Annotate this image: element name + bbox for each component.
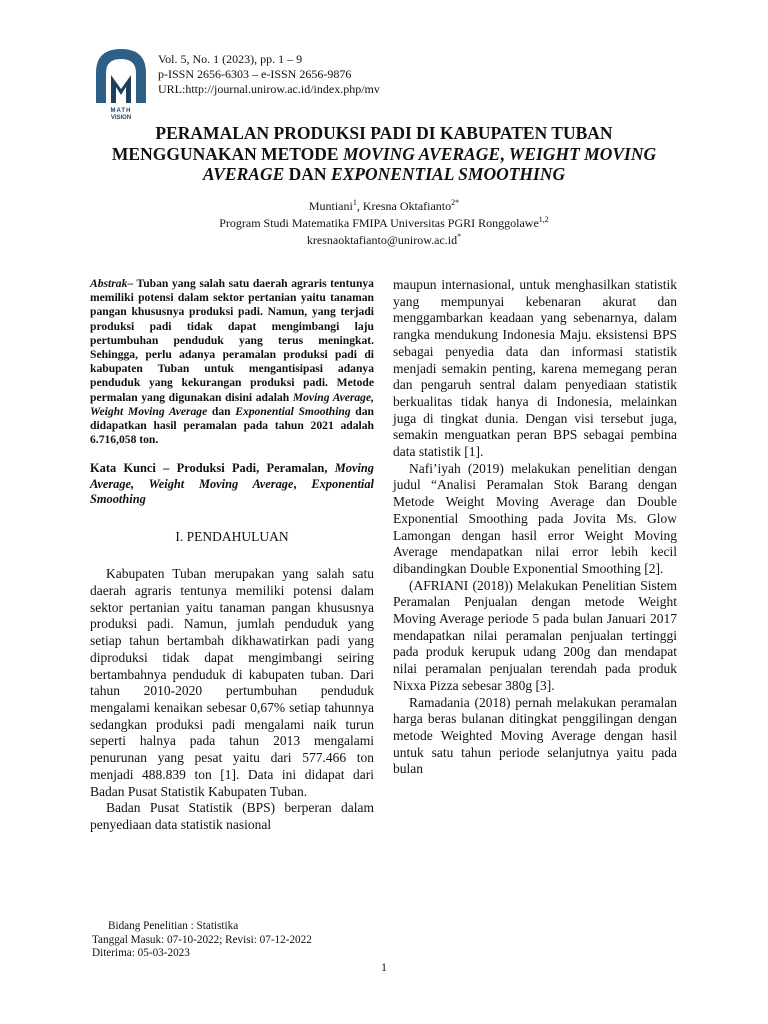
author-sep: , [356, 199, 363, 213]
svg-text:MATH: MATH [110, 108, 132, 114]
paragraph-2-continued: maupun internasional, untuk menghasilkan statistik yang mempunyai kebenaran akurat dan menggambarkan keadaan yang sebenarnya, dalam rangka mendukung Indonesia Maju. eksistensi BPS sebagai penyedia data dan informasi statistik menjadi semakin penting, karena memegang peran dan pengaruh sentral dalam penyediaan statistik berkualitas tidak hanya di Indonesia, melainkan juga di tingkat dunia. Dengan visi tersebut juga, semakin menguatkan peran BPS sebagai pembina data statistik [1]. [393, 277, 677, 460]
author-email [60, 230, 708, 247]
math-vision-logo-icon [92, 45, 150, 121]
section-heading: I. PENDAHULUAN [175, 528, 289, 544]
keywords [90, 461, 374, 507]
title-line-1: PERAMALAN PRODUKSI PADI DI KABUPATEN TUBAN [155, 123, 613, 143]
email-sup: * [457, 232, 462, 241]
abstract-text: Tuban yang salah satu daerah agraris tentunya memiliki potensi dalam sektor pertanian yaitu tanaman pangan khususnya produksi padi. Namun, yang terjadi produksi padi tidak dapat mengimbangi laju pertumbuhan penduduk yang terus meningkat. Sehingga, perlu adanya peramalan produksi padi di kabupaten Tuban untuk mengantisipasi adanya penduduk yang kekurangan produksi padi. Metode permalan yang digunakan disini adalah [90, 277, 374, 404]
title-text: , [500, 143, 509, 164]
title-italic: MOVING AVERAGE [342, 143, 501, 164]
author-affiliation [60, 213, 708, 230]
title-line-3 [60, 164, 708, 185]
research-field: Bidang Penelitian : Statistika [108, 920, 239, 932]
title-italic: WEIGHT MOVING [508, 143, 657, 164]
journal-issn: p-ISSN 2656-6303 – e-ISSN 2656-9876 [158, 67, 352, 81]
abstract-dash: – [127, 277, 137, 290]
journal-volume: Vol. 5, No. 1 (2023), pp. 1 – 9 [158, 52, 303, 66]
title-text: DAN [284, 164, 331, 184]
abstract-method: Moving Average, Weight Moving Average [90, 390, 375, 418]
abstract-text: dan [207, 404, 236, 418]
email-text[interactable]: kresnaoktafianto@unirow.ac.id [306, 233, 458, 247]
title-italic: AVERAGE [202, 164, 285, 184]
abstract-method: Exponential Smoothing [235, 404, 351, 418]
authors-block [60, 196, 708, 247]
paragraph-1: Kabupaten Tuban merupakan yang salah satu daerah agraris tentunya memiliki potensi dalam sektor pertanian yaitu tanaman pangan khususnya produksi padi. Namun, jumlah penduduk yang setiap tahun bertambah dikhawatirkan padi yang diproduksi tidak dapat mengimbangi seiring bertambahnya penduduk di kabupaten tuban. Dari tahun 2010-2020 pertumbuhan penduduk mengalami kenaikan sebesar 0,67% setiap tahunnya sedangkan produksi padi mengalami naik turun seperti halnya pada tahun 2013 mengalami penurunan yang pesat yaitu dari 577.466 ton menjadi 488.839 ton [1]. Data ini didapat dari Badan Pusat Statistik Kabupaten Tuban. [90, 566, 374, 799]
journal-url[interactable]: URL:http://journal.unirow.ac.id/index.php/mv [158, 82, 380, 96]
svg-text:VISION: VISION [110, 115, 132, 121]
left-column [90, 277, 374, 834]
page-number: 1 [381, 960, 387, 974]
title-text: MENGGUNAKAN METODE [111, 143, 343, 164]
author-name: Muntiani [308, 199, 353, 213]
abstract [90, 277, 374, 447]
author-names [60, 196, 708, 213]
paper-title [60, 123, 708, 185]
author-sup: 2* [451, 198, 460, 207]
title-italic: EXPONENTIAL SMOOTHING [330, 164, 566, 184]
journal-meta [158, 52, 380, 97]
title-line-2 [60, 144, 708, 165]
keywords-sep: , [293, 476, 312, 491]
author-name: Kresna Oktafianto [362, 199, 452, 213]
abstract-text: dan didapatkan hasil peramalan pada tahun 2021 adalah 6.716,058 ton. [90, 404, 374, 447]
submission-footer [92, 920, 312, 961]
abstract-label: Abstrak [90, 277, 128, 290]
keywords-italic: Exponential Smoothing [90, 476, 374, 507]
author-sup: 1 [352, 198, 357, 207]
journal-logo [92, 45, 150, 121]
paragraph-4: (AFRIANI (2018)) Melakukan Penelitian Sistem Peramalan Penjualan dengan metode Weight Moving Average periode 5 pada bulan Januari 2017 mendapatkan nilai peramalan penjualan tertinggi pada produk kerupuk udang 200g dan mendapat nilai peramalan penjualan terendah pada produk Nixxa Pizza sebesar 380g [3]. [393, 577, 677, 693]
keywords-italic: Moving Average, Weight Moving Average [90, 461, 374, 491]
submission-dates: Tanggal Masuk: 07-10-2022; Revisi: 07-12-2022 [92, 933, 312, 946]
paragraph-3: Nafi’iyah (2019) melakukan penelitian dengan judul “Analisi Peramalan Stok Barang dengan Metode Weight Moving Average dan Double Exponential Smoothing pada Jovita Ms. Glow Lamongan dengan hasil error Weight Moving Average mendapatkan nilai error lebih kecil dibandingkan Double Exponential Smoothing [2]. [393, 460, 677, 576]
paragraph-5: Ramadania (2018) pernah melakukan peramalan harga beras bulanan ditingkat penggilingan dengan metode Weighted Moving Average dengan hasil untuk satu tahun periode selanjutnya yaitu pada bulan [393, 694, 677, 777]
right-column [393, 277, 677, 778]
affiliation-sup: 1,2 [538, 215, 549, 224]
affiliation-text: Program Studi Matematika FMIPA Universitas PGRI Ronggolawe [219, 216, 539, 230]
keywords-label: Kata Kunci – Produksi Padi, Peramalan, [90, 461, 335, 476]
paragraph-2: Badan Pusat Statistik (BPS) berperan dalam penyediaan data statistik nasional [90, 800, 374, 832]
accepted-date: Diterima: 05-03-2023 [92, 947, 190, 959]
